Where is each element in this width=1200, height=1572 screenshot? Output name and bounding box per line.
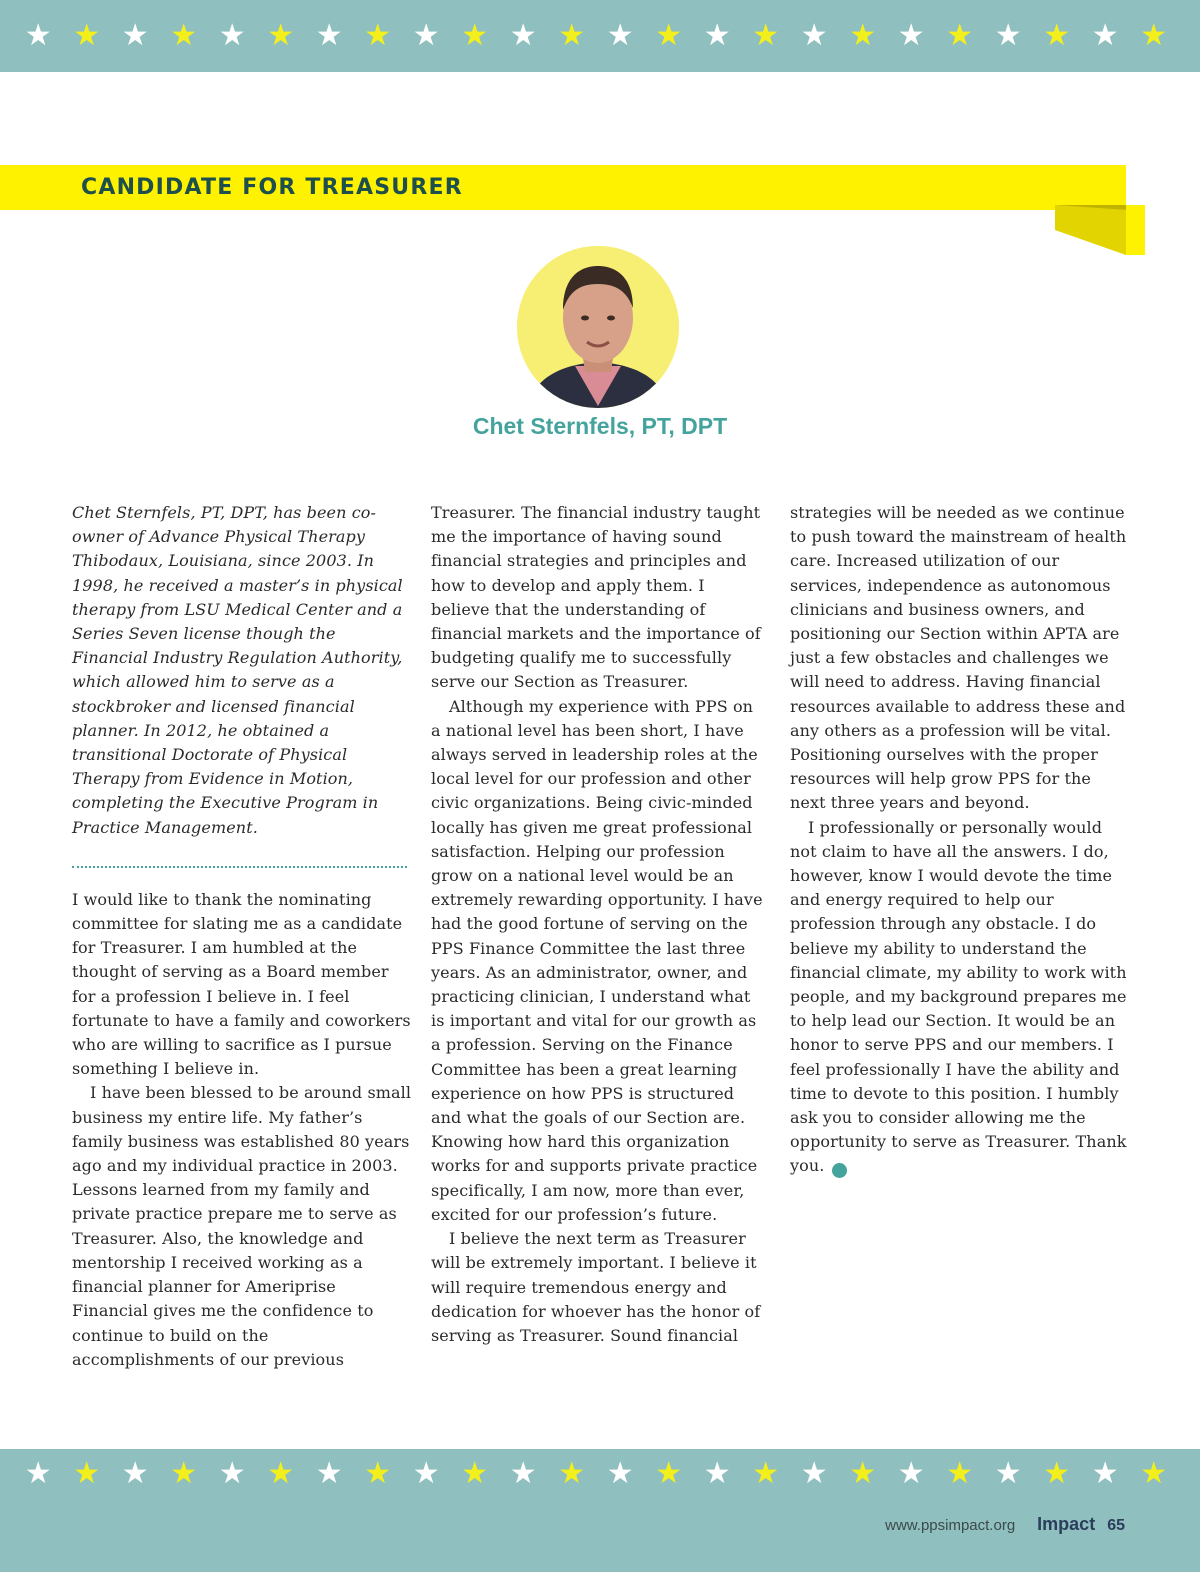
yellow-star-icon: ★ xyxy=(170,1456,198,1491)
white-star-icon: ★ xyxy=(121,18,149,53)
paragraph: I would like to thank the nominating committee for slating me as a candidate for Treasurer. I am humbled at the thought of serving as a Board member for a profession I believe in. I feel fortunate to have a family and coworkers who are willing to sacrifice as I pursue something I believe in. xyxy=(72,889,411,1079)
white-star-icon: ★ xyxy=(218,1456,246,1491)
yellow-star-icon: ★ xyxy=(267,1456,295,1491)
paragraph: I believe the next term as Treasurer will be extremely important. I believe it will require tremendous energy and dedication for whoever has the honor of serving as Treasurer. Sound financial xyxy=(431,1229,761,1345)
portrait-illustration xyxy=(517,246,679,408)
end-mark-star-icon: ★ xyxy=(832,1163,847,1178)
white-star-icon: ★ xyxy=(800,18,828,53)
bottom-star-band xyxy=(0,1449,1200,1572)
yellow-star-icon: ★ xyxy=(364,18,392,53)
dotted-divider xyxy=(72,866,407,868)
article-column-3 xyxy=(790,501,1130,1179)
page-number: 65 xyxy=(1107,1517,1125,1534)
white-star-icon: ★ xyxy=(24,18,52,53)
white-star-icon: ★ xyxy=(509,18,537,53)
yellow-star-icon: ★ xyxy=(1043,1456,1071,1491)
paragraph-text: I professionally or personally would not claim to have all the answers. I do, however, know I would devote the time and energy required to help our profession through any obstacle. I do believe my ability to understand the financial climate, my ability to work with people, and my background prepares me to help lead our Section. It would be an honor to serve PPS and our members. I feel professionally I have the ability and time to devote to this position. I humbly ask you to consider allowing me the opportunity to serve as Treasurer. Thank you. xyxy=(790,817,1127,1176)
white-star-icon: ★ xyxy=(994,18,1022,53)
white-star-icon: ★ xyxy=(994,1456,1022,1491)
white-star-icon: ★ xyxy=(315,1456,343,1491)
bottom-star-row xyxy=(14,1449,1200,1499)
white-star-icon: ★ xyxy=(897,1456,925,1491)
yellow-star-icon: ★ xyxy=(946,1456,974,1491)
white-star-icon: ★ xyxy=(412,18,440,53)
yellow-star-icon: ★ xyxy=(73,1456,101,1491)
yellow-star-icon: ★ xyxy=(461,18,489,53)
white-star-icon: ★ xyxy=(606,18,634,53)
candidate-portrait xyxy=(517,246,679,408)
yellow-star-icon: ★ xyxy=(752,18,780,53)
yellow-star-icon: ★ xyxy=(461,1456,489,1491)
white-star-icon: ★ xyxy=(121,1456,149,1491)
yellow-star-icon: ★ xyxy=(170,18,198,53)
yellow-star-icon: ★ xyxy=(1140,18,1168,53)
yellow-star-icon: ★ xyxy=(364,1456,392,1491)
white-star-icon: ★ xyxy=(218,18,246,53)
yellow-star-icon: ★ xyxy=(752,1456,780,1491)
yellow-star-icon: ★ xyxy=(73,18,101,53)
paragraph-closing xyxy=(790,816,1130,1179)
paragraph: I have been blessed to be around small business my entire life. My father’s family business was established 80 years ago and my individual practice in 2003. Lessons learned from my family and private practice prepare me to serve as Treasurer. Also, the knowledge and mentorship I received working as a financial planner for Ameriprise Financial gives me the confidence to continue to build on the accomplishments of our previous xyxy=(72,1083,412,1369)
yellow-star-icon: ★ xyxy=(946,18,974,53)
page-footer xyxy=(885,1514,1125,1535)
white-star-icon: ★ xyxy=(606,1456,634,1491)
white-star-icon: ★ xyxy=(509,1456,537,1491)
white-star-icon: ★ xyxy=(315,18,343,53)
article-column-1 xyxy=(72,501,412,1372)
paragraph: Although my experience with PPS on a national level has been short, I have always served in leadership roles at the local level for our profession and other civic organizations. Being civic-minded locally has given me great professional satisfaction. Helping our profession grow on a national level would be an extremely rewarding opportunity. I have had the good fortune of serving on the PPS Finance Committee the last three years. As an administrator, owner, and practicing clinician, I understand what is important and vital for our growth as a profession. Serving on the Finance Committee has been a great learning experience on how PPS is structured and what the goals of our Section are. Knowing how hard this organization works for and supports private practice specifically, I am now, more than ever, excited for our profession’s future. xyxy=(431,696,763,1224)
white-star-icon: ★ xyxy=(24,1456,52,1491)
yellow-star-icon: ★ xyxy=(558,18,586,53)
ribbon-fold-decoration xyxy=(1055,205,1145,255)
candidate-name: Chet Sternfels, PT, DPT xyxy=(472,413,728,439)
yellow-star-icon: ★ xyxy=(267,18,295,53)
article-column-2 xyxy=(431,501,766,1348)
candidate-bio: Chet Sternfels, PT, DPT, has been co-owner of Advance Physical Therapy Thibodaux, Louisiana, since 2003. In 1998, he received a master’s in physical therapy from LSU Medical Center and a Series Seven license though the Financial Industry Regulation Authority, which allowed him to serve as a stockbroker and licensed financial planner. In 2012, he obtained a transitional Doctorate of Physical Therapy from Evidence in Motion, completing the Executive Program in Practice Management. xyxy=(72,503,403,837)
white-star-icon: ★ xyxy=(1091,18,1119,53)
yellow-star-icon: ★ xyxy=(1140,1456,1168,1491)
white-star-icon: ★ xyxy=(1091,1456,1119,1491)
white-star-icon: ★ xyxy=(897,18,925,53)
yellow-star-icon: ★ xyxy=(655,1456,683,1491)
white-star-icon: ★ xyxy=(800,1456,828,1491)
yellow-star-icon: ★ xyxy=(655,18,683,53)
top-star-band xyxy=(0,0,1200,72)
yellow-star-icon: ★ xyxy=(1043,18,1071,53)
top-star-row xyxy=(14,11,1200,61)
yellow-star-icon: ★ xyxy=(558,1456,586,1491)
white-star-icon: ★ xyxy=(703,1456,731,1491)
white-star-icon: ★ xyxy=(412,1456,440,1491)
white-star-icon: ★ xyxy=(703,18,731,53)
footer-url[interactable]: www.ppsimpact.org xyxy=(885,1517,1016,1534)
paragraph: strategies will be needed as we continue to push toward the mainstream of health care. Increased utilization of our services, independence as autonomous clinicians and business owners, and positioning our Section within APTA are just a few obstacles and challenges we will need to address. Having financial resources available to address these and any others as a profession will be vital. Positioning ourselves with the proper resources will help grow PPS for the next three years and beyond. xyxy=(790,503,1127,813)
section-title: CANDIDATE FOR TREASURER xyxy=(81,175,463,200)
yellow-star-icon: ★ xyxy=(849,18,877,53)
yellow-star-icon: ★ xyxy=(849,1456,877,1491)
magazine-name: Impact xyxy=(1037,1514,1096,1534)
paragraph: Treasurer. The financial industry taught me the importance of having sound financial strategies and principles and how to develop and apply them. I believe that the understanding of financial markets and the importance of budgeting qualify me to successfully serve our Section as Treasurer. xyxy=(431,503,761,692)
